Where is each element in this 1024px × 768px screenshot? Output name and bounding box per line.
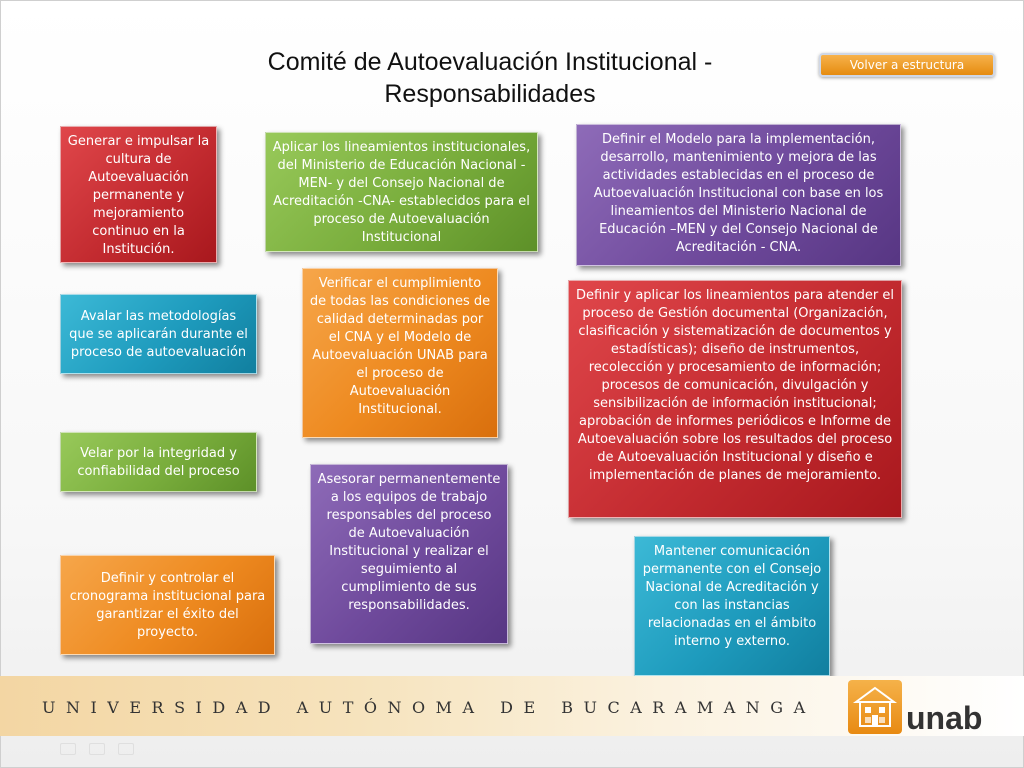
responsibility-text: Mantener comunicación permanente con el Consejo Nacional de Acreditación y con las instancias relacionadas en el ámbito interno y externo.	[642, 544, 822, 649]
responsibility-text: Velar por la integridad y confiabilidad del proceso	[77, 446, 240, 479]
responsibility-text: Generar e impulsar la cultura de Autoevaluación permanente y mejoramiento continuo en la Institución.	[67, 134, 210, 257]
next-slide-icon[interactable]	[118, 743, 134, 755]
slide-title	[200, 46, 780, 110]
responsibility-text: Asesorar permanentemente a los equipos de trabajo responsables del proceso de Autoevaluación Institucional y realizar el seguimiento al cumplimiento de sus responsabilidades.	[317, 472, 501, 613]
responsibility-box-culture	[60, 126, 217, 263]
previous-slide-icon[interactable]	[60, 743, 76, 755]
university-name: UNIVERSIDAD AUTÓNOMA DE BUCARAMANGA	[42, 698, 816, 717]
title-line-2: Responsabilidades	[384, 80, 596, 108]
responsibility-box-integrity	[60, 432, 257, 492]
responsibility-text: Avalar las metodologías que se aplicarán durante el proceso de autoevaluación	[69, 309, 248, 360]
responsibility-text: Definir y aplicar los lineamientos para atender el proceso de Gestión documental (Organización, clasificación y sistematización de documentos y estadísticas); diseño de instrumentos, recolección y procesamiento de información; procesos de comunicación, divulgación y sensibilización de información institucional; aprobación de informes periódicos e Informe de Autoevaluación sobre los resultados del proceso de Autoevaluación Institucional y diseño e implementación de planes de mejoramiento.	[575, 288, 895, 483]
title-line-1: Comité de Autoevaluación Institucional -	[267, 48, 713, 76]
responsibility-box-guidelines	[265, 132, 538, 252]
back-to-structure-button[interactable]: Volver a estructura	[819, 53, 995, 77]
slide-navigation-controls[interactable]	[60, 740, 150, 754]
slide-menu-icon[interactable]	[89, 743, 105, 755]
responsibility-text: Verificar el cumplimiento de todas las condiciones de calidad determinadas por el CNA y el Modelo de Autoevaluación UNAB para el proceso de Autoevaluación Institucional.	[309, 276, 491, 417]
responsibility-text: Definir el Modelo para la implementación, desarrollo, mantenimiento y mejora de las actividades establecidas en el proceso de Autoevaluación Institucional con base en los lineamientos del Ministerio Nacional de Educación –MEN y del Consejo Nacional de Acreditación - CNA.	[593, 132, 884, 255]
responsibility-box-verify	[302, 268, 498, 438]
responsibility-box-schedule	[60, 555, 275, 655]
responsibility-box-document-management	[568, 280, 902, 518]
responsibility-box-advise	[310, 464, 508, 644]
responsibility-box-methodologies	[60, 294, 257, 374]
responsibility-box-model	[576, 124, 901, 266]
responsibility-text: Aplicar los lineamientos institucionales, del Ministerio de Educación Nacional -MEN- y del Consejo Nacional de Acreditación -CNA- establecidos para el proceso de Autoevaluación Institucional	[272, 140, 531, 245]
unab-logo-text: unab	[906, 700, 983, 736]
unab-logo-icon	[848, 680, 902, 734]
responsibility-text: Definir y controlar el cronograma institucional para garantizar el éxito del proyecto.	[69, 571, 266, 640]
responsibility-box-communication	[634, 536, 830, 676]
